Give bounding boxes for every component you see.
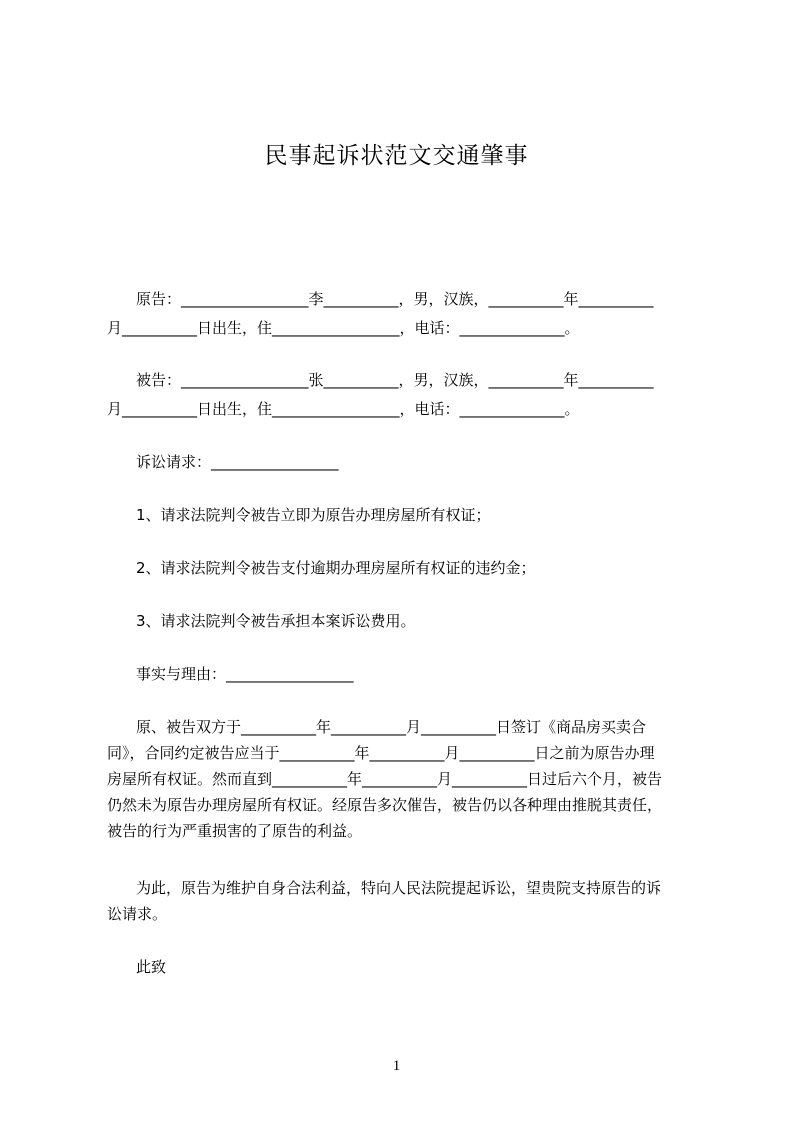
conclusion-line: 为此，原告为维护自身合法利益，特向人民法院提起诉讼，望贵院支持原告的诉 xyxy=(136,879,662,897)
claim-item: 2、请求法院判令被告支付逾期办理房屋所有权证的违约金； xyxy=(136,559,536,577)
closing-text: 此致 xyxy=(136,958,167,976)
defendant-line-2: 月__________日出生，住_________________，电话：______________。 xyxy=(107,400,580,418)
facts-line: 仍然未为原告办理房屋所有权证。经原告多次催告，被告仍以各种理由推脱其责任， xyxy=(107,796,663,814)
defendant-line-1: 被告：_________________张__________，男，汉族，__________年__________ xyxy=(136,371,654,389)
claim-item: 3、请求法院判令被告承担本案诉讼费用。 xyxy=(136,612,416,630)
page-number: 1 xyxy=(392,1058,401,1074)
plaintiff-line-1: 原告：_________________李__________，男，汉族，__________年__________ xyxy=(136,290,654,308)
plaintiff-line-2: 月__________日出生，住_________________，电话：______________。 xyxy=(107,319,580,337)
facts-heading: 事实与理由：_________________ xyxy=(136,665,354,683)
claims-heading: 诉讼请求：_________________ xyxy=(136,453,339,471)
facts-line: 原、被告双方于__________年__________月__________日签订《商品房买卖合 xyxy=(136,718,647,736)
facts-line: 被告的行为严重损害的了原告的利益。 xyxy=(107,822,363,840)
conclusion-line: 讼请求。 xyxy=(107,905,168,923)
facts-line: 房屋所有权证。然而直到__________年__________月__________日过后六个月，被告 xyxy=(107,770,663,788)
claim-item: 1、请求法院判令被告立即为原告办理房屋所有权证； xyxy=(136,506,491,524)
document-title: 民事起诉状范文交通肇事 xyxy=(264,143,529,169)
facts-line: 同》，合同约定被告应当于__________年__________月__________日之前为原告办理 xyxy=(107,744,655,762)
